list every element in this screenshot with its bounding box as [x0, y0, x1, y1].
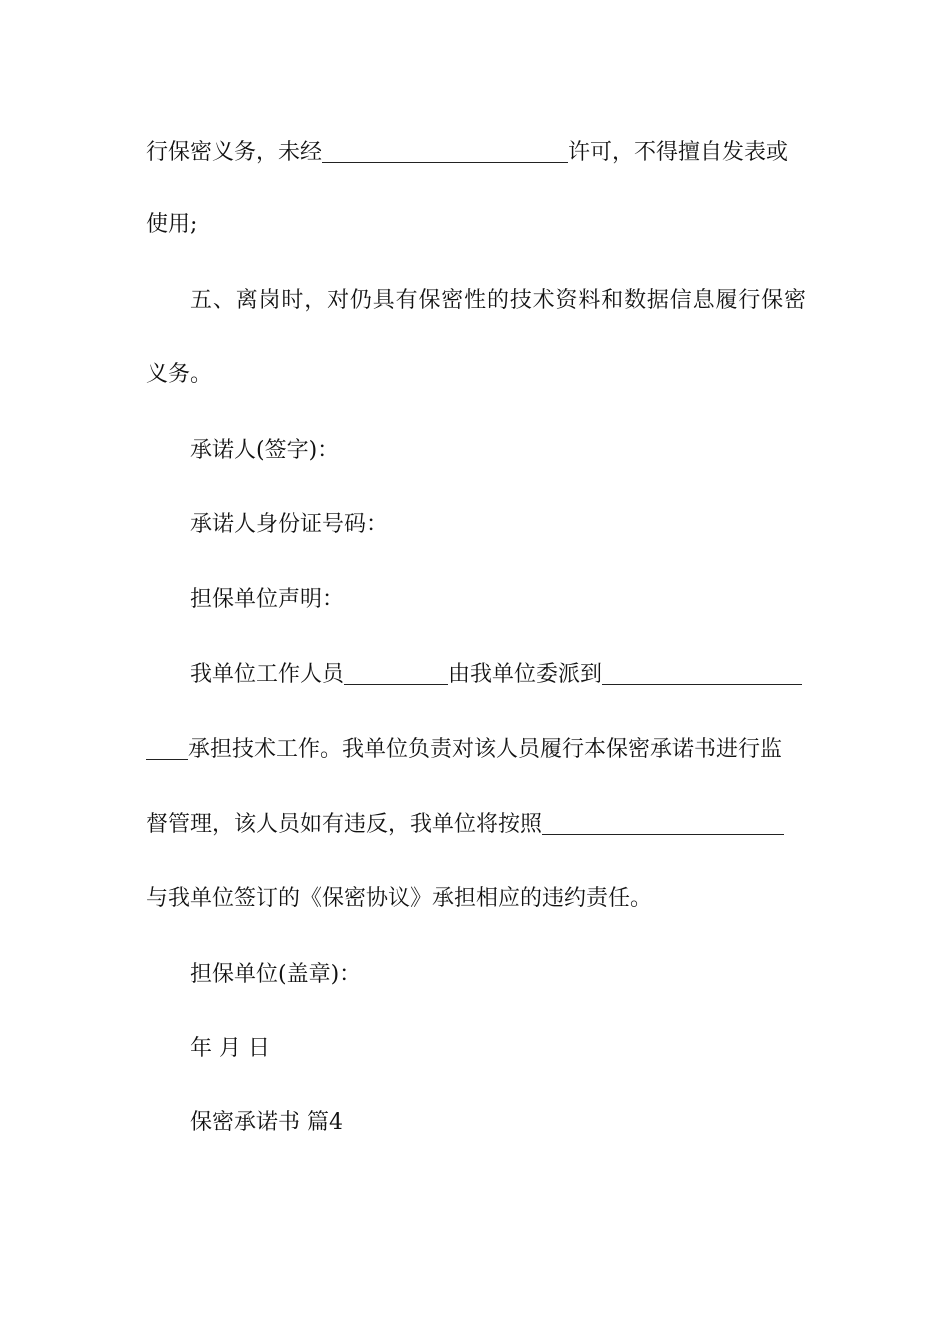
text-line [146, 138, 806, 168]
fill-blank [542, 810, 784, 835]
text-line: 使用; [146, 212, 198, 237]
fill-blank [146, 735, 188, 760]
text-line: 义务。 [146, 362, 213, 387]
text-segment: 我单位工作人员 [190, 662, 345, 687]
id-number-label: 承诺人身份证号码： [190, 512, 389, 537]
section-title: 保密承诺书 篇4 [190, 1110, 343, 1135]
text-segment: 督管理，该人员如有违反，我单位将按照 [146, 812, 543, 837]
text-line [146, 735, 806, 765]
text-line [190, 660, 806, 690]
date-line: 年 月 日 [190, 1036, 270, 1061]
fill-blank [322, 138, 568, 163]
signature-label: 承诺人(签字)： [190, 438, 340, 463]
text-segment: 许可，不得擅自发表或 [568, 140, 789, 165]
text-segment: 承担技术工作。我单位负责对该人员履行本保密承诺书进行监 [188, 737, 783, 762]
paragraph-start: 五、离岗时，对仍具有保密性的技术资料和数据信息履行保密 [190, 288, 806, 313]
guarantor-statement-heading: 担保单位声明： [190, 587, 345, 612]
text-line: 与我单位签订的《保密协议》承担相应的违约责任。 [146, 886, 653, 911]
seal-label: 担保单位(盖章)： [190, 962, 362, 987]
text-segment: 由我单位委派到 [448, 662, 603, 687]
text-segment: 行保密义务，未经 [146, 140, 323, 165]
text-line [146, 810, 806, 840]
fill-blank [602, 660, 802, 685]
fill-blank [344, 660, 448, 685]
